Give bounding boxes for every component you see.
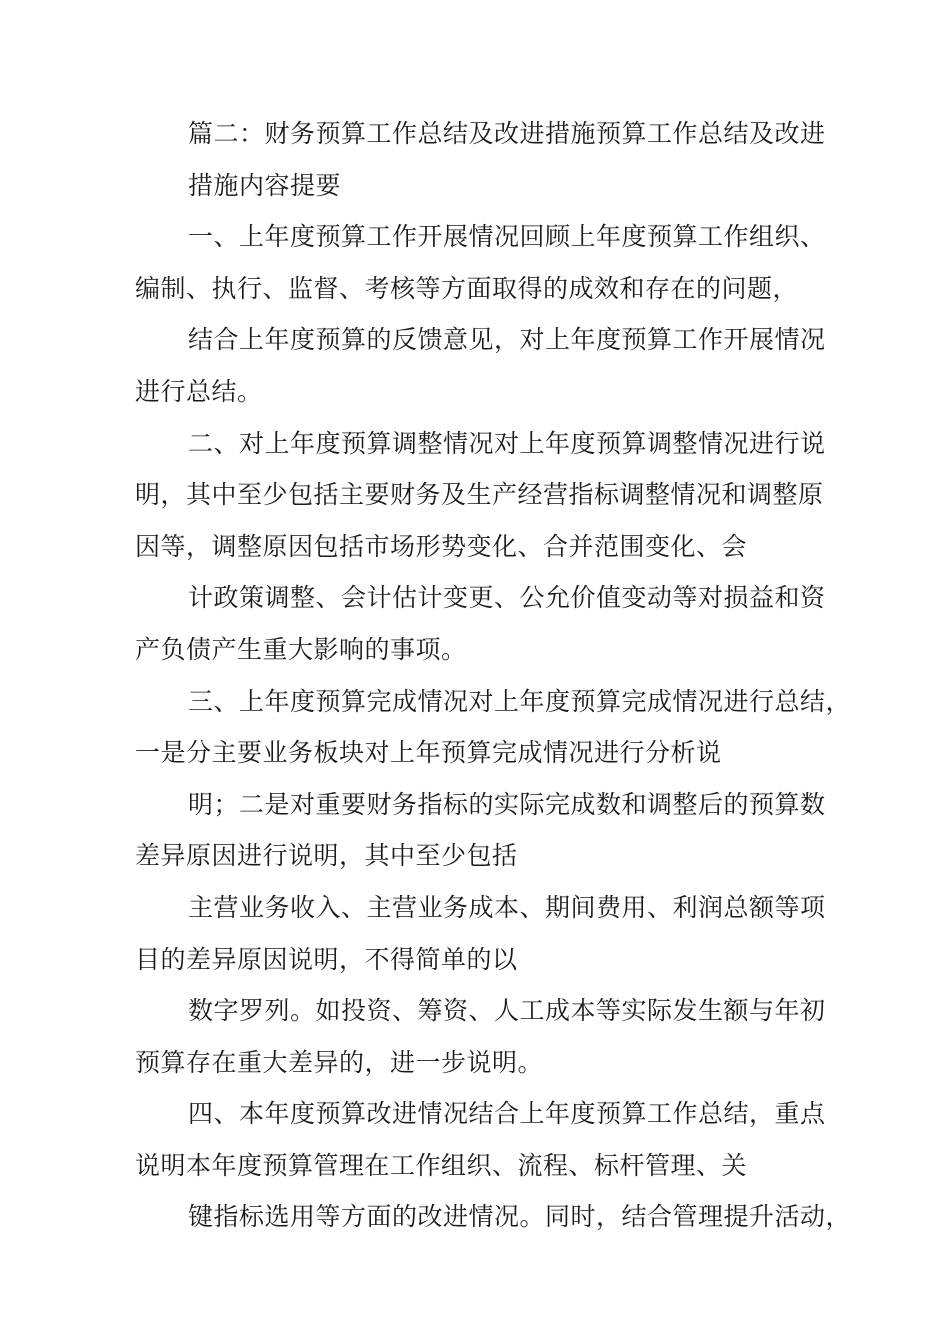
document-body (135, 108, 852, 1243)
text-line: 篇二：财务预算工作总结及改进措施预算工作总结及改进 (188, 119, 826, 148)
text-line: 明，其中至少包括主要财务及生产经营指标调整情况和调整原 (135, 480, 824, 510)
text-line: 因等，调整原因包括市场形势变化、合并范围变化、会 (135, 531, 748, 561)
text-line: 说明本年度预算管理在工作组织、流程、标杆管理、关 (135, 1150, 748, 1180)
text-line: 进行总结。 (135, 376, 263, 406)
text-line: 一是分主要业务板块对上年预算完成情况进行分析说 (135, 738, 722, 768)
text-line: 四、本年度预算改进情况结合上年度预算工作总结，重点 (188, 1099, 826, 1129)
text-line: 计政策调整、会计估计变更、公允价值变动等对损益和资 (188, 583, 826, 613)
text-line: 三、上年度预算完成情况对上年度预算完成情况进行总结， (188, 686, 852, 716)
text-line: 主营业务收入、主营业务成本、期间费用、利润总额等项 (188, 892, 826, 922)
text-line: 二、对上年度预算调整情况对上年度预算调整情况进行说 (188, 428, 826, 458)
text-line: 结合上年度预算的反馈意见，对上年度预算工作开展情况 (188, 325, 826, 355)
text-line: 目的差异原因说明，不得简单的以 (135, 944, 518, 974)
text-line: 键指标选用等方面的改进情况。同时，结合管理提升活动， (188, 1202, 852, 1232)
text-line: 预算存在重大差异的，进一步说明。 (135, 1047, 544, 1077)
text-line: 一、上年度预算工作开展情况回顾上年度预算工作组织、 (188, 222, 826, 252)
text-line: 措施内容提要 (188, 170, 342, 200)
text-line: 明；二是对重要财务指标的实际完成数和调整后的预算数 (188, 789, 826, 819)
text-line: 差异原因进行说明，其中至少包括 (135, 841, 518, 871)
text-line: 数字罗列。如投资、筹资、人工成本等实际发生额与年初 (188, 996, 826, 1026)
text-line: 编制、执行、监督、考核等方面取得的成效和存在的问题， (135, 273, 799, 303)
text-line: 产负债产生重大影响的事项。 (135, 634, 467, 664)
